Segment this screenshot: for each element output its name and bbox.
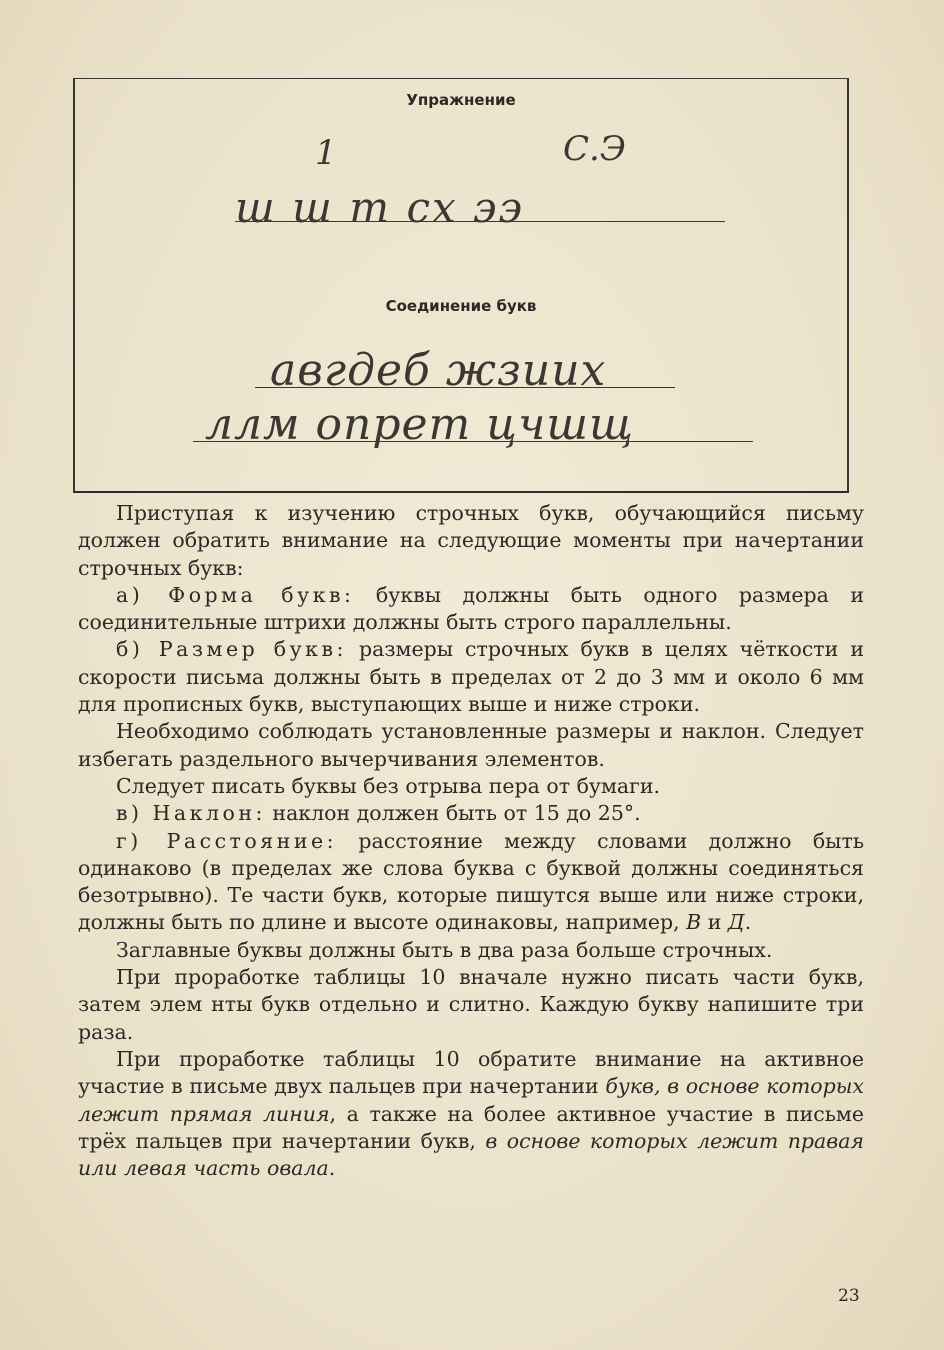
- paragraph-intro: Приступая к изучению строчных букв, обучающийся письму должен обратить внимание на следующие моменты при начертании строчных букв:: [78, 501, 864, 580]
- paragraph-rules: Необходимо соблюдать установленные размеры и наклон. Следует избегать раздельного вычерчивания элементов.: [78, 719, 864, 771]
- paragraph-slant: [78, 800, 864, 827]
- handwriting-row-3: ллм опрет цчшщ: [205, 399, 635, 450]
- body-text: [78, 500, 864, 1182]
- period: .: [744, 910, 752, 935]
- paragraph-spacing: [78, 828, 864, 937]
- exercise-title: Упражнение: [406, 91, 516, 109]
- exercise-box: [73, 78, 849, 493]
- term-size: б) Размер букв:: [116, 637, 347, 662]
- fingers-text-b: , а также на более активное участие в письме трёх пальцев при начертании букв,: [78, 1101, 864, 1153]
- handwriting-baseline-2: [255, 387, 675, 388]
- paragraph-fingers: [78, 1046, 864, 1182]
- handwriting-number-1: 1: [315, 133, 337, 173]
- letter-d: Д: [727, 910, 745, 935]
- handwriting-row-2: авгдеб жзиих: [270, 345, 607, 396]
- handwriting-baseline-3: [193, 441, 753, 442]
- paragraph-size-text: размеры строчных букв в целях чёткости и скорости письма должны быть в пределах от 2 до 3 мм и около 6 мм для прописных букв, выступающих выше и ниже строки.: [78, 637, 864, 717]
- conjunction: и: [701, 910, 728, 935]
- page-number: 23: [838, 1286, 860, 1306]
- paragraph-form: [78, 582, 864, 637]
- paragraph-spacing-text: расстояние между словами должно быть одинаково (в пределах же слова буква с буквой должны соединяться безотрывно). Те части букв, которые пишутся выше или ниже строки, должны быть по длине и высоте одинаковы, например,: [78, 828, 864, 935]
- fingers-italic-1: букв, в основе которых лежит прямая линия: [78, 1074, 864, 1126]
- paragraph-form-text: буквы должны быть одного размера и соединительные штрихи должны быть строго параллельны.: [78, 582, 864, 635]
- handwriting-number-2: С.Э: [563, 129, 626, 169]
- paragraph-table-10: При проработке таблицы 10 вначале нужно писать части букв, затем элем нты букв отдельно и слитно. Каждую букву напишите три раза.: [78, 965, 864, 1044]
- letter-v: В: [686, 910, 702, 935]
- paragraph-no-lift: Следует писать буквы без отрыва пера от бумаги.: [116, 773, 661, 798]
- term-spacing: г) Расстояние:: [116, 828, 338, 853]
- term-form: а) Форма букв:: [116, 582, 355, 607]
- handwriting-baseline-1: [235, 221, 725, 222]
- term-slant: в) Наклон:: [116, 801, 266, 826]
- handwriting-row-1: ш ш т сх ээ: [235, 183, 525, 232]
- fingers-italic-2: в основе которых лежит правая или левая часть овала.: [78, 1128, 864, 1181]
- fingers-text-a: При проработке таблицы 10 обратите внимание на активное участие в письме двух пальцев при начертании: [78, 1046, 864, 1099]
- exercise-subtitle: Соединение букв: [385, 297, 537, 315]
- paragraph-size: [78, 636, 864, 718]
- paragraph-slant-text: наклон должен быть от 15 до 25°.: [265, 801, 641, 826]
- paragraph-capitals: Заглавные буквы должны быть в два раза больше строчных.: [116, 937, 773, 962]
